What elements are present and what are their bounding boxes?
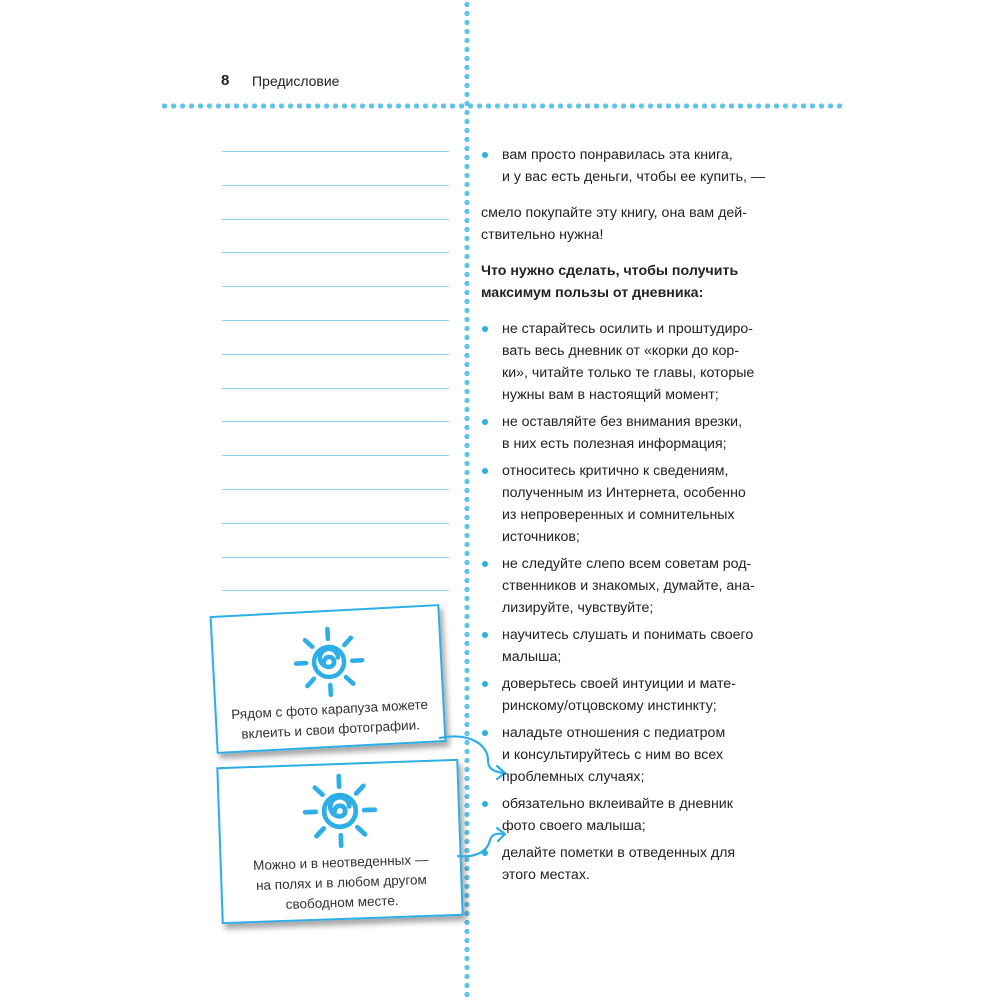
text-line: этого местах. [502, 867, 590, 883]
caption-line: Рядом с фото карапуза можете [230, 696, 429, 723]
text-line: ственников и знакомых, думайте, ана- [502, 578, 755, 594]
list-item [481, 144, 768, 188]
text-line: малыша; [502, 649, 562, 665]
list-item [481, 318, 768, 406]
text-line: проблемных случаях; [502, 769, 645, 785]
text-line: и у вас есть деньги, чтобы ее купить, — [502, 169, 766, 185]
text-line: наладьте отношения с педиатром [502, 725, 726, 741]
text-line: максимум пользы от дневника: [481, 285, 704, 301]
text-line: не оставляйте без внимания врезки, [502, 414, 743, 430]
list-item [481, 553, 768, 619]
text-line: относитесь критично к сведениям, [502, 463, 729, 479]
text-line: Что нужно сделать, чтобы получить [481, 263, 739, 279]
text-line: и консультируйтесь с ним во всех [502, 747, 724, 763]
caption-line: на полях и в любом другом [255, 871, 428, 893]
text-line: ки», читайте только те главы, которые [502, 365, 755, 381]
text-line: в них есть полезная информация; [502, 436, 727, 452]
text-line: ринскому/отцовскому инстинкту; [502, 698, 717, 714]
text-line: научитесь слушать и понимать своего [502, 627, 754, 643]
text-line: не старайтесь осилить и проштудиро- [502, 321, 753, 337]
list-item [481, 673, 768, 717]
list-item [481, 411, 768, 455]
text-line: не следуйте слепо всем советам род- [502, 556, 752, 572]
caption-line: вклеить и свои фотографии. [240, 717, 421, 742]
text-line: лизируйте, чувствуйте; [502, 600, 654, 616]
text-line: делайте пометки в отведенных для [502, 845, 736, 861]
text-line: нужны вам в настоящий момент; [502, 387, 719, 403]
tips-list [481, 318, 768, 886]
text-line: обязательно вклеивайте в дневник [502, 796, 733, 812]
text-line: вать весь дневник от «корки до кор- [502, 343, 740, 359]
section-title: Предисловие [252, 73, 340, 89]
list-item [481, 842, 768, 886]
text-line: вам просто понравилась эта книга, [502, 147, 733, 163]
paragraph [481, 202, 768, 246]
text-line: полученным из Интернета, особенно [502, 485, 746, 501]
text-line: ствительно нужна! [481, 227, 604, 243]
section-heading [481, 260, 768, 304]
page-number: 8 [221, 72, 230, 89]
text-line: фото своего малыша; [502, 818, 646, 834]
text-line: из непроверенных и сомнительных [502, 507, 735, 523]
list-item [481, 793, 768, 837]
list-item [481, 624, 768, 668]
text-line: смело покупайте эту книгу, она вам дей- [481, 205, 747, 221]
caption-line: свободном месте. [285, 892, 399, 912]
text-line: доверьтесь своей интуиции и мате- [502, 676, 736, 692]
caption-line: Можно и в неотведенных — [252, 851, 429, 874]
list-item [481, 460, 768, 548]
text-line: источников; [502, 529, 580, 545]
list-item [481, 722, 768, 788]
main-text-column [481, 144, 768, 886]
